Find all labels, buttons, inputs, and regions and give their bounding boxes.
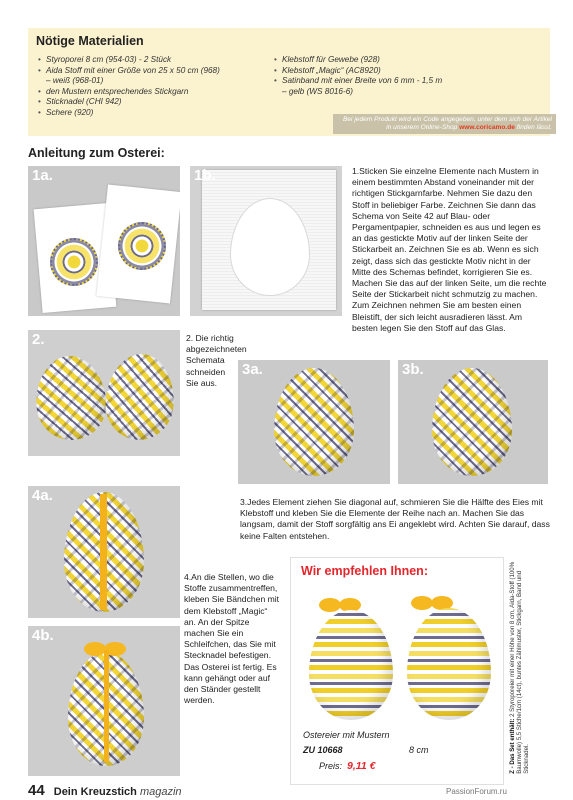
step-label: 4a. — [32, 487, 53, 504]
step-label: 1a. — [32, 167, 53, 184]
step-3-text: 3.Jedes Element ziehen Sie diagonal auf, schmieren Sie die Hälfte des Eies mit Klebstoff und kleben Sie die Elemente der Reihe nach an. Machen Sie das langsam, damit der Stoff sorgfältig ans Ei angeklebt wird. Achten Sie darauf, dass keine Falten entstehen. — [240, 497, 550, 541]
step-label: 2. — [32, 331, 45, 348]
material-item: • Satinband mit einer Breite von 6 mm - 1,5 m — [274, 76, 544, 87]
photo-step-1b — [190, 166, 342, 316]
material-item: • Klebstoff für Gewebe (928) — [274, 55, 544, 66]
step-label: 3b. — [402, 361, 424, 378]
cut-pattern — [33, 354, 109, 443]
product-price: 9,11 € — [347, 760, 376, 772]
price-label: Preis: — [319, 761, 343, 771]
kit-egg — [309, 610, 393, 720]
ribbon — [104, 650, 109, 762]
photo-step-2 — [28, 330, 180, 456]
product-caption: Ostereier mit Mustern — [303, 730, 390, 740]
step-4-text: 4.An die Stellen, wo die Stoffe zusammentreffen, kleben Sie Bändchen mit dem Klebstoff „Magic“ an. An der Spitze machen Sie ein Schleifchen, das Sie mit Stecknadel befestigen. Das Osterei ist fertig. Es kann gehängt oder auf den Ständer gestellt werden. — [184, 572, 280, 706]
material-item: • Styroporei 8 cm (954-03) - 2 Stück — [38, 55, 288, 66]
product-size: 8 cm — [409, 745, 429, 755]
ribbon — [100, 494, 107, 610]
magazine-name: Dein Kreuzstich — [53, 786, 137, 798]
photo-step-1a — [28, 166, 180, 316]
photo-step-3a — [238, 360, 390, 484]
ribbon-bow — [319, 598, 341, 612]
material-item: • Sticknadel (CHI 942) — [38, 97, 288, 108]
step-label: 1b. — [194, 167, 216, 184]
materials-title: Nötige Materialien — [36, 34, 144, 48]
watermark: PassionForum.ru — [446, 787, 507, 796]
step-2-text: 2. Die richtig abgezeichneten Schemata schneiden Sie aus. — [186, 333, 247, 388]
material-item: – weiß (968-01) — [46, 76, 104, 86]
photo-step-4a — [28, 486, 180, 618]
materials-box — [28, 28, 550, 136]
material-item: • Aida Stoff mit einer Größe von 25 x 50 cm (968) — [38, 66, 288, 77]
kit-contents — [505, 560, 535, 782]
kit-contents-text — [509, 560, 531, 774]
materials-list-left — [38, 55, 288, 119]
shop-link[interactable]: www.coricamo.de — [459, 124, 515, 131]
kit-egg — [407, 608, 491, 720]
material-item: – gelb (WS 8016-6) — [282, 86, 353, 96]
recommendation-box — [290, 557, 504, 785]
embroidered-motif — [50, 238, 98, 286]
material-item: • Klebstoff „Magic“ (AC8920) — [274, 66, 544, 77]
photo-step-3b — [398, 360, 548, 484]
magazine-suffix: magazin — [139, 786, 182, 798]
kit-contents-body: 2 Styroporeier mit einer Höhe von 8 cm, Aida-Stoff (100% Baumwolle) 5,5 Stiche/1cm (14ct), buntes Zählmuster, Stickgarn, Band und Sticknadel. — [509, 561, 531, 774]
embroidered-motif — [118, 222, 166, 270]
ribbon-bow — [411, 596, 433, 610]
page-number: 44 — [28, 782, 45, 799]
page-footer — [28, 782, 182, 799]
step-label: 3a. — [242, 361, 263, 378]
step-label: 4b. — [32, 627, 54, 644]
shop-note-text-end: finden lässt. — [516, 124, 552, 131]
cut-pattern — [103, 352, 177, 443]
product-code: ZU 10668 — [303, 745, 343, 755]
shop-note-text: Bei jedem Produkt wird ein Code angegeben, unter dem sich der Artikel in unserem Online-Shop — [342, 116, 552, 131]
embroidered-egg — [432, 368, 512, 476]
material-item: • den Mustern entsprechendes Stickgarn — [38, 87, 288, 98]
embroidered-egg — [274, 368, 354, 476]
photo-step-4b — [28, 626, 180, 776]
instructions-title: Anleitung zum Osterei: — [28, 146, 165, 160]
kit-contents-title: Z - Das Set enthält: — [509, 718, 517, 774]
materials-list-right — [274, 55, 544, 97]
step-1-text: 1.Sticken Sie einzelne Elemente nach Mustern in einem bestimmten Abstand voneinander mit der richtigen Stickgarnfarbe. Nehmen Sie dazu den Stoff in beliebiger Farbe. Zeichnen Sie dann das Schema von Seite 42 auf Blau- oder Pergamentpapier, schneiden es aus und legen es an das gestickte Motiv auf der linken Seite der Stickarbeit an. Zeichnen Sie es ab. Wenn es sich zeigt, dass sich das gestickte Motiv nicht in der Mitte des Schemas befindet, korrigieren Sie es. Machen Sie das auf der linken Seite, um die rechte Seite der Stickarbeit nicht schmutzig zu machen. Zum Zeichnen nehmen Sie am besten einen Bleistift, der sich leicht ausradieren lässt. Am besten legen Sie den Stoff auf das Glas. — [352, 166, 547, 333]
shop-note — [333, 114, 556, 134]
material-item: • Schere (920) — [38, 108, 288, 119]
recommendation-title: Wir empfehlen Ihnen: — [301, 564, 428, 578]
ribbon-bow — [84, 642, 106, 656]
